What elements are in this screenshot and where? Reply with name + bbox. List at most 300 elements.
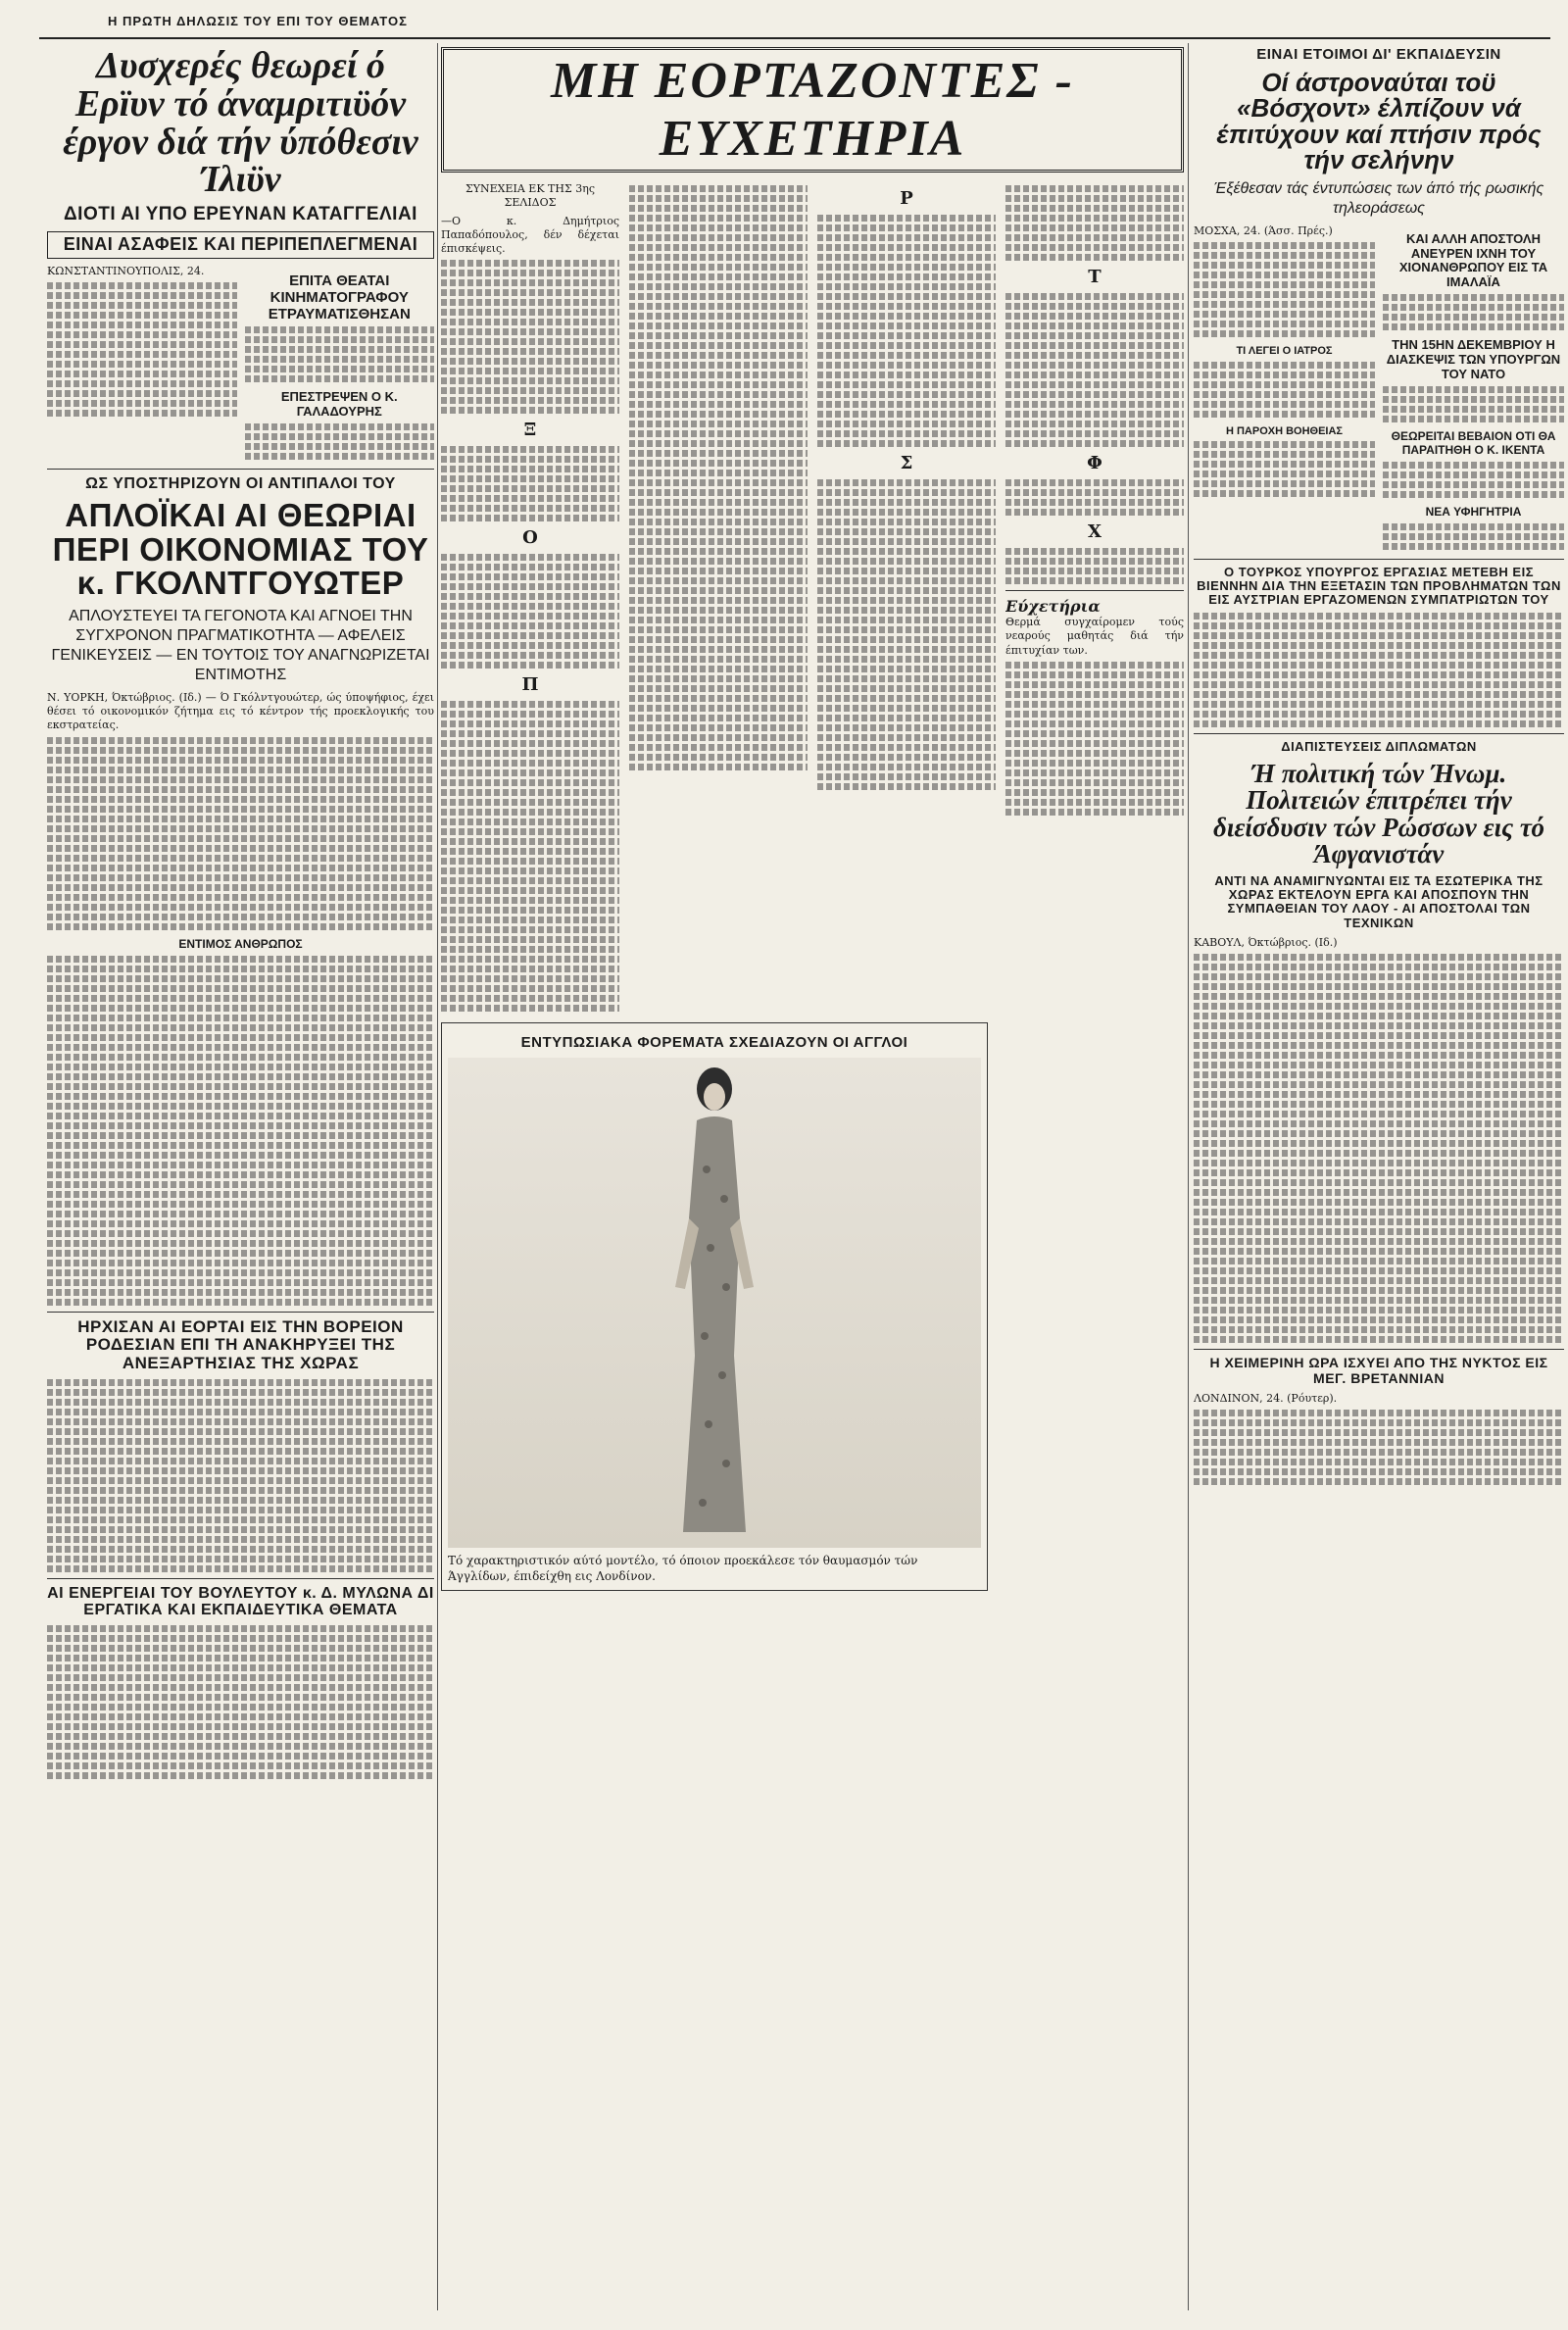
text-line-filler (1194, 1419, 1564, 1426)
text-line-filler (629, 185, 808, 192)
text-line-filler (1383, 386, 1564, 393)
text-line-filler (1194, 301, 1375, 308)
text-line-filler (441, 975, 619, 982)
text-line-filler (629, 607, 808, 614)
text-line-filler (629, 519, 808, 525)
text-line-filler (629, 597, 808, 604)
text-line-filler (1194, 1248, 1564, 1255)
right-top-col-b (1383, 224, 1564, 553)
text-line-filler (1383, 523, 1564, 530)
text-line-filler (1005, 244, 1184, 251)
text-line-filler (1194, 1336, 1564, 1343)
text-line-filler (817, 293, 996, 300)
text-line-filler (1194, 330, 1375, 337)
text-line-filler (1005, 489, 1184, 496)
text-line-filler (47, 1625, 434, 1632)
fashion-photo (448, 1058, 981, 1548)
listing-col-2 (629, 182, 808, 1015)
text-line-filler (629, 273, 808, 280)
text-line-filler (441, 328, 619, 335)
text-line-filler (817, 313, 996, 320)
headline-winter-time: Η ΧΕΙΜΕΡΙΝΗ ΩΡΑ ΙΣΧΥΕΙ ΑΠΟ ΤΗΣ ΝΥΚΤΟΣ ΕΙΣ ΜΕΓ. ΒΡΕΤΑΝΝΙΑΝ (1209, 1355, 1548, 1386)
text-line-filler (629, 460, 808, 467)
text-line-filler (441, 897, 619, 904)
text-line-filler (1194, 1307, 1564, 1314)
text-line-filler (629, 538, 808, 545)
masthead-non-celebrants: ΜΗ ΕΟΡΤΑΖΟΝΤΕΣ - ΕΥΧΕΤΗΡΙΑ (441, 47, 1184, 173)
text-line-filler (47, 1289, 434, 1296)
text-line-filler (1005, 577, 1184, 584)
text-line-filler (441, 946, 619, 953)
text-line-filler (817, 430, 996, 437)
text-line-filler (441, 456, 619, 463)
text-line-filler (1005, 440, 1184, 447)
text-line-filler (441, 917, 619, 923)
text-line-filler (441, 475, 619, 482)
text-line-filler (47, 1122, 434, 1129)
text-line-filler (1194, 1013, 1564, 1019)
text-line-filler (629, 656, 808, 663)
text-line-filler (1194, 691, 1564, 698)
text-line-filler (441, 779, 619, 786)
top-rule (39, 37, 1550, 39)
text-line-filler (1005, 381, 1184, 388)
text-line-filler (441, 348, 619, 355)
text-line-filler (817, 568, 996, 574)
text-line-filler (47, 1299, 434, 1306)
text-line-filler (1005, 681, 1184, 688)
text-line-filler (1194, 993, 1564, 1000)
text-line-filler (1194, 1316, 1564, 1323)
text-line-filler (629, 587, 808, 594)
text-line-filler (629, 617, 808, 623)
listing-col-3 (817, 182, 996, 1015)
text-line-filler (47, 1015, 434, 1021)
text-line-filler (441, 701, 619, 708)
text-line-filler (47, 1565, 434, 1572)
text-line-filler (1005, 401, 1184, 408)
text-line-filler (47, 1073, 434, 1080)
text-line-filler (47, 1152, 434, 1159)
column-rule-right (1188, 43, 1189, 2310)
middle-listing-columns (441, 182, 1184, 1015)
text-line-filler (1383, 294, 1564, 301)
text-line-filler (1194, 451, 1375, 458)
text-line-filler (629, 430, 808, 437)
text-line-filler (1383, 406, 1564, 413)
letter-rho: Ρ (900, 188, 913, 209)
text-line-filler (629, 283, 808, 290)
text-line-filler (1194, 291, 1375, 298)
text-line-filler (47, 1113, 434, 1119)
text-line-filler (47, 292, 237, 299)
text-line-filler (1005, 789, 1184, 796)
text-line-filler (1194, 272, 1375, 278)
text-line-filler (817, 421, 996, 427)
text-line-filler (441, 887, 619, 894)
text-line-filler (1194, 1150, 1564, 1157)
text-line-filler (47, 985, 434, 992)
text-line-filler (47, 855, 434, 862)
text-line-filler (629, 675, 808, 682)
section-honest-man: ΕΝΤΙΜΟΣ ΑΝΘΡΩΠΟΣ (178, 936, 303, 951)
text-line-filler (1005, 548, 1184, 555)
model-figure-icon (656, 1062, 773, 1542)
text-line-filler (441, 632, 619, 639)
dateline-kabul: ΚΑΒΟΥΛ, Όκτώβριος. (Ιδ.) (1194, 936, 1338, 950)
text-line-filler (47, 966, 434, 972)
text-line-filler (441, 730, 619, 737)
text-line-filler (629, 685, 808, 692)
text-line-filler (441, 1005, 619, 1012)
text-line-filler (817, 519, 996, 525)
text-line-filler (441, 926, 619, 933)
text-line-filler (47, 1279, 434, 1286)
text-line-filler (441, 985, 619, 992)
text-line-filler (1194, 281, 1375, 288)
text-line-filler (47, 1497, 434, 1504)
text-line-filler (629, 254, 808, 261)
headline-erwin: Δυσχερές θεωρεί ό Ερϊυν τό άναμριτιϋόν έργον διά τήν ύπόθεσιν Ίλιϋν (63, 45, 418, 201)
text-line-filler (817, 705, 996, 712)
text-line-filler (47, 1694, 434, 1701)
text-line-filler (245, 443, 435, 450)
text-line-filler (817, 332, 996, 339)
text-line-filler (441, 769, 619, 776)
text-line-filler (1194, 372, 1375, 378)
text-line-filler (1005, 332, 1184, 339)
text-line-filler (47, 351, 237, 358)
text-line-filler (1194, 1326, 1564, 1333)
text-line-filler (1194, 671, 1564, 678)
text-line-filler (441, 907, 619, 914)
text-line-filler (629, 411, 808, 418)
headline-ikeda: ΘΕΩΡΕΙΤΑΙ ΒΕΒΑΙΟΝ ΟΤΙ ΘΑ ΠΑΡΑΙΤΗΘΗ Ο Κ. ΙΚΕΝΤΑ (1391, 429, 1556, 457)
text-line-filler (629, 715, 808, 721)
text-line-filler (817, 362, 996, 369)
text-line-filler (245, 336, 435, 343)
text-line-filler (441, 485, 619, 492)
right-column (1194, 41, 1564, 1488)
text-line-filler (1194, 1160, 1564, 1166)
text-line-filler (1194, 1429, 1564, 1436)
text-line-filler (1194, 964, 1564, 970)
text-line-filler (817, 381, 996, 388)
text-line-filler (1005, 234, 1184, 241)
text-line-filler (1005, 254, 1184, 261)
headline-goldwater-sub: ΑΠΛΟΥΣΤΕΥΕΙ ΤΑ ΓΕΓΟΝΟΤΑ ΚΑΙ ΑΓΝΟΕΙ ΤΗΝ ΣΥΓΧΡΟΝΟΝ ΠΡΑΓΜΑΤΙΚΟΤΗΤΑ — ΑΦΕΛΕΙΣ ΓΕΝΙΚΕΥΣΕΙΣ — ΕΝ ΤΟΥΤΟΙΣ ΤΟΥ ΑΝΑΓΝΩΡΙΖΕΤΑΙ ΕΝΤΙΜΟΤΗΣ (51, 607, 430, 683)
text-line-filler (1005, 701, 1184, 708)
text-line-filler (629, 646, 808, 653)
text-line-filler (441, 593, 619, 600)
text-line-filler (1194, 632, 1564, 639)
text-line-filler (441, 260, 619, 267)
text-line-filler (1194, 1081, 1564, 1088)
text-line-filler (817, 724, 996, 731)
text-line-filler (629, 401, 808, 408)
text-line-filler (441, 495, 619, 502)
text-line-filler (47, 1753, 434, 1760)
text-line-filler (1194, 1287, 1564, 1294)
text-line-filler (47, 1005, 434, 1012)
text-line-filler (47, 816, 434, 822)
text-line-filler (47, 1645, 434, 1652)
text-line-filler (1194, 461, 1375, 468)
letter-chi: Χ (1088, 521, 1102, 542)
text-line-filler (47, 1093, 434, 1100)
text-line-filler (47, 1230, 434, 1237)
text-line-filler (47, 1240, 434, 1247)
text-line-filler (817, 391, 996, 398)
text-line-filler (817, 273, 996, 280)
right-top-col-a (1194, 224, 1375, 553)
text-line-filler (1005, 799, 1184, 806)
text-line-filler (441, 279, 619, 286)
greetings-entry: Θερμά συγχαίρομεν τούς νεαρούς μαθητάς διά τήν έπιτυχίαν των. (1005, 616, 1184, 657)
text-line-filler (47, 1389, 434, 1396)
text-line-filler (1194, 1468, 1564, 1475)
text-line-filler (629, 558, 808, 565)
text-line-filler (817, 744, 996, 751)
text-line-filler (47, 1556, 434, 1562)
text-line-filler (47, 1467, 434, 1474)
text-line-filler (1005, 671, 1184, 678)
text-line-filler (47, 1379, 434, 1386)
text-line-filler (1383, 396, 1564, 403)
text-line-filler (1194, 681, 1564, 688)
letter-xi: Ξ (523, 420, 537, 441)
text-line-filler (47, 1743, 434, 1750)
text-line-filler (817, 675, 996, 682)
text-line-filler (47, 1250, 434, 1257)
text-line-filler (47, 1526, 434, 1533)
text-line-filler (1194, 1120, 1564, 1127)
text-line-filler (1194, 1003, 1564, 1010)
text-line-filler (441, 828, 619, 835)
dateline-moscow: ΜΟΣΧΑ, 24. (Άσσ. Πρές.) (1194, 223, 1333, 237)
text-line-filler (817, 626, 996, 633)
text-line-filler (1194, 1439, 1564, 1446)
text-line-filler (817, 234, 996, 241)
text-line-filler (817, 264, 996, 271)
text-line-filler (1194, 441, 1375, 448)
text-line-filler (47, 1664, 434, 1671)
text-line-filler (1005, 313, 1184, 320)
text-line-filler (629, 470, 808, 476)
text-line-filler (1194, 1258, 1564, 1264)
text-line-filler (47, 796, 434, 803)
left-column (47, 41, 434, 1782)
text-line-filler (1005, 558, 1184, 565)
text-line-filler (629, 754, 808, 761)
text-line-filler (47, 312, 237, 319)
text-line-filler (1383, 462, 1564, 469)
text-line-filler (47, 1516, 434, 1523)
text-line-filler (441, 377, 619, 384)
text-line-filler (1005, 691, 1184, 698)
listing-intro: ΣΥΝΕΧΕΙΑ ΕΚ ΤΗΣ 3ης ΣΕΛΙΔΟΣ (465, 182, 596, 210)
text-line-filler (47, 776, 434, 783)
text-line-filler (441, 446, 619, 453)
text-line-filler (1194, 1267, 1564, 1274)
text-line-filler (629, 744, 808, 751)
headline-assistance: Η ΠΑΡΟΧΗ ΒΟΗΘΕΙΑΣ (1225, 424, 1344, 437)
text-line-filler (47, 1024, 434, 1031)
text-line-filler (47, 1438, 434, 1445)
text-line-filler (441, 505, 619, 512)
text-line-filler (1005, 372, 1184, 378)
text-line-filler (47, 1260, 434, 1266)
text-line-filler (1194, 1297, 1564, 1304)
text-line-filler (47, 1635, 434, 1642)
text-line-filler (47, 874, 434, 881)
text-line-filler (1005, 224, 1184, 231)
text-line-filler (1194, 321, 1375, 327)
text-line-filler (1194, 973, 1564, 980)
letter-pi: Π (521, 674, 539, 696)
text-line-filler (817, 607, 996, 614)
text-line-filler (817, 666, 996, 672)
text-line-filler (629, 421, 808, 427)
text-line-filler (47, 995, 434, 1002)
text-line-filler (629, 440, 808, 447)
text-line-filler (441, 358, 619, 365)
text-line-filler (47, 361, 237, 368)
text-line-filler (1194, 252, 1375, 259)
left-top-columns (47, 265, 434, 464)
text-line-filler (47, 1220, 434, 1227)
text-line-filler (1005, 769, 1184, 776)
text-line-filler (629, 313, 808, 320)
text-line-filler (1005, 750, 1184, 757)
text-line-filler (817, 303, 996, 310)
text-line-filler (1005, 809, 1184, 816)
text-line-filler (629, 322, 808, 329)
fashion-caption: Τό χαρακτηριστικόν αύτό μοντέλο, τό όποιον προεκάλεσε τόν θαυμασμόν τών Άγγλίδων, έπιδείχθη εις Λονδίνον. (448, 1553, 918, 1583)
text-line-filler (817, 489, 996, 496)
text-line-filler (245, 346, 435, 353)
text-line-filler (245, 375, 435, 382)
text-line-filler (817, 558, 996, 565)
text-line-filler (441, 573, 619, 580)
text-line-filler (47, 1399, 434, 1406)
text-line-filler (47, 1044, 434, 1051)
text-line-filler (1194, 391, 1375, 398)
text-line-filler (817, 636, 996, 643)
text-line-filler (1005, 740, 1184, 747)
text-line-filler (441, 387, 619, 394)
text-line-filler (245, 433, 435, 440)
text-line-filler (47, 371, 237, 377)
text-line-filler (1194, 983, 1564, 990)
listing-col-1 (441, 182, 619, 1015)
text-line-filler (1194, 262, 1375, 269)
text-line-filler (629, 205, 808, 212)
text-line-filler (1383, 314, 1564, 321)
text-line-filler (47, 331, 237, 338)
text-line-filler (1194, 1022, 1564, 1029)
text-line-filler (1194, 1130, 1564, 1137)
text-line-filler (629, 764, 808, 770)
text-line-filler (1194, 1238, 1564, 1245)
text-line-filler (47, 894, 434, 901)
text-line-filler (817, 685, 996, 692)
text-line-filler (817, 646, 996, 653)
text-line-filler (1194, 1052, 1564, 1059)
top-kicker: Η ΠΡΩΤΗ ΔΗΛΩΣΙΣ ΤΟΥ ΕΠΙ ΤΟΥ ΘΕΜΑΤΟΣ (108, 14, 408, 28)
goldwater-body: Ν. ΥΟΡΚΗ, Όκτώβριος. (Ιδ.) — Ό Γκόλντγουώτερ, ώς ύποψήφιος, έχει θέσει τό οικονομικόν ζήτημα εις τό κέντρον τής προεκλογικής του εκστρατείας. (47, 690, 434, 732)
text-line-filler (629, 195, 808, 202)
text-line-filler (817, 401, 996, 408)
text-line-filler (47, 865, 434, 871)
text-line-filler (1194, 1062, 1564, 1068)
text-line-filler (817, 528, 996, 535)
text-line-filler (1005, 499, 1184, 506)
headline-turkish-minister: Ο ΤΟΥΡΚΟΣ ΥΠΟΥΡΓΟΣ ΕΡΓΑΣΙΑΣ ΜΕΤΕΒΗ ΕΙΣ ΒΙΕΝΝΗΝ ΔΙΑ ΤΗΝ ΕΞΕΤΑΣΙΝ ΤΩΝ ΠΡΟΒΛΗΜΑΤΩΝ ΤΩΝ ΕΙΣ ΑΥΣΤΡΙΑΝ ΕΡΓΑΖΟΜΕΝΩΝ ΣΥΜΠΑΤΡΙΩΤΩΝ ΤΟΥ (1197, 564, 1561, 608)
text-line-filler (441, 613, 619, 620)
headline-astronauts: Οί άστροναύται τοϋ «Βόσχοντ» έλπίζουν νά έπιτύχουν καί πτήσιν πρός τήν σελήνην (1216, 67, 1542, 175)
text-line-filler (1194, 1209, 1564, 1215)
text-line-filler (629, 724, 808, 731)
text-line-filler (441, 848, 619, 855)
text-line-filler (47, 1034, 434, 1041)
text-line-filler (47, 1201, 434, 1208)
dateline-london: ΛΟΝΔΙΝΟΝ, 24. (Ρόυτερ). (1194, 1392, 1338, 1406)
text-line-filler (47, 1536, 434, 1543)
text-line-filler (1194, 242, 1375, 249)
text-line-filler (47, 1054, 434, 1061)
text-line-filler (441, 750, 619, 757)
text-line-filler (47, 1733, 434, 1740)
text-line-filler (245, 453, 435, 460)
text-line-filler (47, 1132, 434, 1139)
text-line-filler (817, 244, 996, 251)
listing-sample-entry: —Ο κ. Δημήτριος Παπαδόπουλος, δέν δέχεται έπισκέψεις. (441, 214, 619, 256)
text-line-filler (441, 319, 619, 325)
text-line-filler (1383, 304, 1564, 311)
text-line-filler (1194, 1071, 1564, 1078)
text-line-filler (47, 410, 237, 417)
text-line-filler (47, 1704, 434, 1710)
letter-omicron: Ο (522, 527, 538, 549)
text-line-filler (1005, 362, 1184, 369)
headline-afghanistan: Ή πολιτική τών Ήνωμ. Πολιτειών έπιτρέπει τήν διείσδυσιν τών Ρώσσων εις τό Άφγανιστάν (1212, 758, 1544, 869)
text-line-filler (47, 1083, 434, 1090)
text-line-filler (817, 352, 996, 359)
section-greetings: Εύχετήρια (1005, 597, 1101, 616)
text-line-filler (817, 509, 996, 516)
fashion-headline: ΕΝΤΥΠΩΣΙΑΚΑ ΦΟΡΕΜΑΤΑ ΣΧΕΔΙΑΖΟΥΝ ΟΙ ΑΓΓΛΟΙ (520, 1034, 908, 1052)
text-line-filler (47, 1103, 434, 1110)
text-line-filler (47, 1269, 434, 1276)
text-line-filler (1194, 662, 1564, 669)
text-line-filler (47, 1181, 434, 1188)
text-line-filler (441, 407, 619, 414)
text-line-filler (441, 289, 619, 296)
text-line-filler (47, 1477, 434, 1484)
text-line-filler (629, 450, 808, 457)
text-line-filler (47, 1418, 434, 1425)
text-line-filler (47, 956, 434, 963)
text-line-filler (629, 548, 808, 555)
text-line-filler (441, 299, 619, 306)
text-line-filler (441, 760, 619, 767)
text-line-filler (441, 956, 619, 963)
text-line-filler (1005, 430, 1184, 437)
text-line-filler (47, 904, 434, 911)
text-line-filler (629, 352, 808, 359)
text-line-filler (817, 734, 996, 741)
